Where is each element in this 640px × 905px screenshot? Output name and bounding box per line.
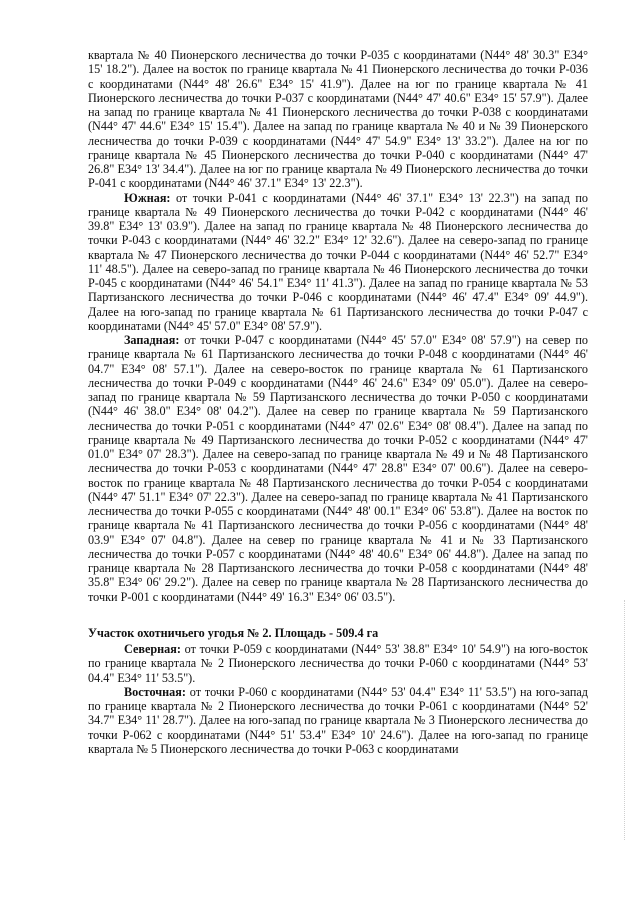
north-border-label: Северная: — [124, 642, 181, 656]
south-border-text: от точки Р-041 с координатами (N44° 46' 37.1" E34° 13' 22.3") на запад по границе квартала № 49 Пионерского лесничества до точки Р-042 с координатами (N44° 46' 39.8" E34° 13' 03.9"). Далее на запад по границе квартала № 48 Пионерского лесничества до точки Р-043 с координатами (N44° 46' 32.2" E34° 12' 32.6"). Далее на северо-запад по границе квартала № 47 Пионерского лесничества до точки Р-044 с координатами (N44° 46' 52.7" E34° 11' 48.5"). Далее на северо-запад по границе квартала № 46 Пионерского лесничества до точки Р-045 с координатами (N44° 46' 54.1" E34° 11' 41.3"). Далее на запад по границе квартала № 53 Партизанского лесничества до точки Р-046 с координатами (N44° 46' 47.4" E34° 09' 44.9"). Далее на юго-запад по границе квартала № 61 Партизанского лесничества до точки Р-047 с координатами (N44° 45' 57.0" E34° 08' 57.9"). — [88, 190, 588, 333]
paragraph-continuation — [88, 48, 588, 191]
west-border-label: Западная: — [124, 333, 180, 347]
north-border-text: от точки Р-059 с координатами (N44° 53' 38.8" E34° 10' 54.9") на юго-восток по границе квартала № 2 Пионерского лесничества до точки Р-060 с координатами (N44° 53' 04.4" E34° 11' 53.5"). — [88, 642, 588, 685]
paragraph-east-border — [88, 685, 588, 756]
east-border-label: Восточная: — [124, 684, 186, 699]
east-border-text: от точки Р-060 с координатами (N44° 53' 04.4" E34° 11' 53.5") на юго-запад по границе квартала № 2 Пионерского лесничества до точки Р-061 с координатами (N44° 52' 34.7" E34° 11' 28.7"). Далее на юго-запад по границе квартала № 3 Пионерского лесничества до точки Р-062 с координатами (N44° 51' 53.4" E34° 10' 24.6"). Далее на юго-запад по границе квартала № 5 Пионерского лесничества до точки Р-063 с координатами — [88, 684, 588, 756]
scan-margin-artifact — [624, 600, 631, 840]
south-border-label: Южная: — [124, 190, 171, 205]
west-border-text: от точки Р-047 с координатами (N44° 45' 57.0" E34° 08' 57.9") на север по границе квартала № 61 Партизанского лесничества до точки Р-048 с координатами (N44° 46' 04.7" E34° 08' 57.1"). Далее на северо-восток по границе квартала № 61 Партизанского лесничества до точки Р-049 с координатами (N44° 46' 24.6" E34° 09' 05.0"). Далее на северо-запад по границе квартала № 59 Партизанского лесничества до точки Р-050 с координатами (N44° 46' 38.0" E34° 08' 04.2"). Далее на север по границе квартала № 59 Партизанского лесничества до точки Р-051 с координатами (N44° 47' 02.6" E34° 08' 08.4"). Далее на запад по границе квартала № 49 Партизанского лесничества до точки Р-052 с координатами (N44° 47' 01.0" E34° 07' 28.3"). Далее на северо-запад по границе квартала № 49 и № 48 Партизанского лесничества до точки Р-053 с координатами (N44° 47' 28.8" E34° 07' 00.6"). Далее на северо-восток по границе квартала № 48 Партизанского лесничества до точки Р-054 с координатами (N44° 47' 51.1" E34° 07' 22.3"). Далее на северо-запад по границе квартала № 41 Партизанского лесничества до точки Р-055 с координатами (N44° 48' 00.1" E34° 06' 53.8"). Далее на восток по границе квартала № 41 Партизанского лесничества до точки Р-056 с координатами (N44° 48' 03.9" E34° 07' 04.8"). Далее на север по границе квартала № 41 и № 33 Партизанского лесничества до точки Р-057 с координатами (N44° 48' 40.6" E34° 06' 44.8"). Далее на запад по границе квартала № 28 Партизанского лесничества до точки Р-058 с координатами (N44° 48' 35.8" E34° 06' 29.2"). Далее на север по границе квартала № 28 Партизанского лесничества до точки Р-001 с координатами (N44° 49' 16.3" E34° 06' 03.5"). — [88, 333, 588, 604]
paragraph-north-border — [88, 642, 588, 685]
paragraph-west-border — [88, 333, 588, 604]
paragraph-south-border — [88, 191, 588, 334]
document-page — [88, 48, 588, 756]
section-title: Участок охотничьего угодья № 2. Площадь - 509.4 га — [88, 625, 379, 640]
paragraph-text: квартала № 40 Пионерского лесничества до точки Р-035 с координатами (N44° 48' 30.3" E34° 15' 18.2"). Далее на восток по границе квартала № 41 Пионерского лесничества до точки Р-036 с координатами (N44° 48' 26.6" E34° 15' 41.9"). Далее на юг по границе квартала № 41 Пионерского лесничества до точки Р-037 с координатами (N44° 47' 40.6" E34° 15' 57.9"). Далее на запад по границе квартала № 41 Пионерского лесничества до точки Р-038 с координатами (N44° 47' 44.6" E34° 15' 15.4"). Далее на запад по границе квартала № 40 и № 39 Пионерского лесничества до точки Р-039 с координатами (N44° 47' 54.9" E34° 13' 33.2"). Далее на юг по границе квартала № 45 Пионерского лесничества до точки Р-040 с координатами (N44° 47' 26.8" E34° 13' 34.4"). Далее на юг по границе квартала № 49 Пионерского лесничества до точки Р-041 с координатами (N44° 46' 37.1" E34° 13' 22.3"). — [88, 48, 588, 191]
